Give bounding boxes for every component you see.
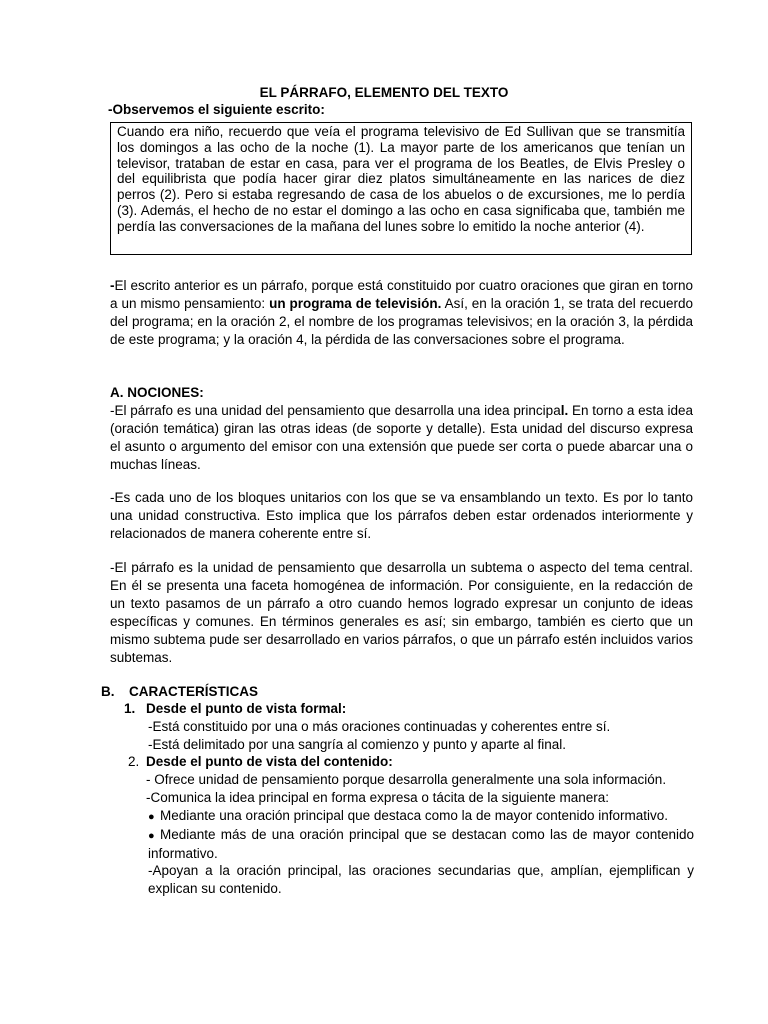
subsection-content-heading bbox=[128, 753, 393, 771]
subsection-formal-number: 1. bbox=[124, 701, 136, 716]
content-line-2: -Comunica la idea principal en forma expresa o tácita de la siguiente manera: bbox=[146, 790, 610, 805]
content-line-1: - Ofrece unidad de pensamiento porque desarrolla generalmente una sola información. bbox=[146, 772, 667, 787]
content-closing-line: -Apoyan a la oración principal, las oraciones secundarias que, amplían, ejemplifican y explican su contenido. bbox=[148, 863, 694, 896]
bullet-text-2: Mediante más de una oración principal que se destacan como las de mayor contenido informativo. bbox=[148, 827, 694, 861]
bullet-icon: ● bbox=[148, 811, 155, 823]
intro-label bbox=[108, 101, 325, 119]
section-b-letter: B. bbox=[101, 684, 115, 699]
example-text-box bbox=[110, 122, 692, 255]
example-paragraph: Cuando era niño, recuerdo que veía el programa televisivo de Ed Sullivan que se transmitía los domingos a las ocho de la noche (1). La mayor parte de los americanos que tenían un televisor, trataban de estar en casa, para ver el programa de los Beatles, de Elvis Presley o del equilibrista que podía hacer girar diez platos simultáneamente en las narices de diez perros (2). Pero si estaba regresando de casa de los abuelos o de excursiones, me lo perdía (3). Además, el hecho de no estar el domingo a las ocho en casa significaba que, también me perdía las conversaciones de la mañana del lunes sobre lo emitido la noche anterior (4). bbox=[117, 124, 685, 234]
bullet-text-1: Mediante una oración principal que destaca como la de mayor contenido informativo. bbox=[160, 808, 669, 823]
subsection-content-label: Desde el punto de vista del contenido: bbox=[146, 754, 393, 769]
subsection-formal-heading bbox=[124, 700, 346, 718]
subsection-formal-label: Desde el punto de vista formal: bbox=[146, 701, 347, 716]
list-item bbox=[148, 807, 694, 826]
section-a-heading: A. NOCIONES: bbox=[110, 385, 204, 400]
document-title: EL PÁRRAFO, ELEMENTO DEL TEXTO bbox=[259, 85, 509, 100]
section-b-title: CARACTERÍSTICAS bbox=[129, 684, 259, 699]
subsection-content-number: 2. bbox=[128, 754, 140, 769]
section-a-p1-bold: l. bbox=[560, 403, 569, 418]
analysis-text-1: El escrito anterior es un párrafo, porque está constituido por cuatro oraciones que giran en torno a un mismo pensamiento: bbox=[110, 278, 693, 311]
list-item bbox=[148, 826, 694, 863]
section-a-p1-text-2: En torno a esta idea (oración temática) giran las otras ideas (de soporte y detalle). Esta unidad del discurso expresa el asunto o argumento del emisor con una extensión que puede ser corta o puede abarcar una o muchas líneas. bbox=[110, 403, 693, 472]
intro-text: Observemos el siguiente escrito: bbox=[112, 102, 325, 117]
section-a-paragraph-1 bbox=[110, 402, 693, 474]
analysis-dash: - bbox=[110, 278, 115, 293]
analysis-text-2: Así, en la oración 1, se trata del recuerdo del programa; en la oración 2, el nombre de los programas televisivos; en la oración 3, la pérdida de este programa; y la oración 4, la pérdida de las conversaciones sobre el programa. bbox=[110, 296, 693, 347]
bullet-icon: ● bbox=[148, 830, 155, 842]
analysis-paragraph bbox=[110, 277, 693, 349]
formal-line-1: -Está constituido por una o más oraciones continuadas y coherentes entre sí. bbox=[148, 719, 611, 734]
formal-line-2: -Está delimitado por una sangría al comienzo y punto y aparte al final. bbox=[148, 737, 566, 752]
intro-dash: - bbox=[108, 102, 113, 117]
section-a-paragraph-2: -Es cada uno de los bloques unitarios con los que se va ensamblando un texto. Es por lo tanto una unidad constructiva. Esto implica que los párrafos deben estar ordenados interiormente y relacionados de manera coherente entre sí. bbox=[110, 490, 693, 541]
section-a-paragraph-3: -El párrafo es la unidad de pensamiento que desarrolla un subtema o aspecto del tema central. En él se presenta una faceta homogénea de información. Por consiguiente, en la redacción de un texto pasamos de un párrafo a otro cuando hemos logrado expresar un conjunto de ideas específicas y comunes. En términos generales es así; sin embargo, también es cierto que un mismo subtema pude ser desarrollado en varios párrafos, o que un párrafo estén incluidos varios subtemas. bbox=[110, 560, 693, 665]
analysis-bold-topic: un programa de televisión. bbox=[269, 296, 442, 311]
section-b-heading bbox=[101, 683, 258, 701]
section-a-p1-text-1: -El párrafo es una unidad del pensamiento que desarrolla una idea principa bbox=[110, 403, 561, 418]
